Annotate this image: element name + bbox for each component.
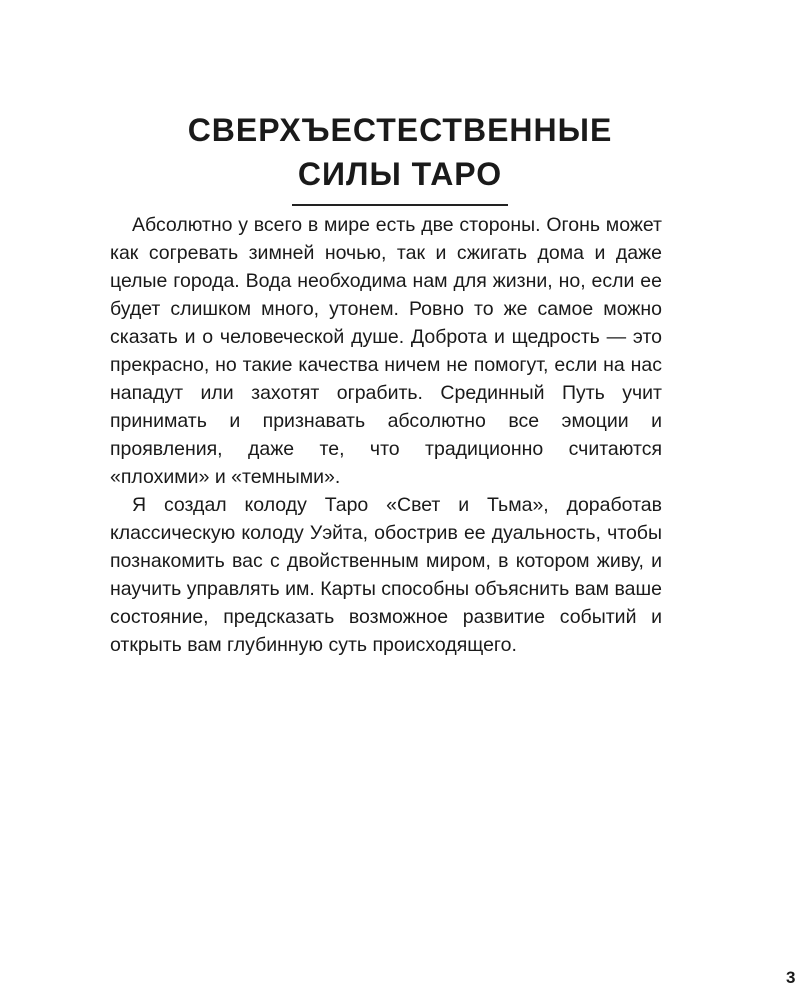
body-text [110, 211, 662, 659]
paragraph-2: Я создал колоду Таро «Свет и Тьма», доработав классическую колоду Уэйта, обострив ее дуальность, чтобы познакомить вас с двойственным миром, в котором живу, и научить управлять им. Карты способны объяснить вам ваше состояние, предсказать возможное развитие событий и открыть вам глубинную суть происходящего. [110, 494, 662, 656]
chapter-title-line-2: СИЛЫ ТАРО [292, 152, 508, 206]
paragraph-1: Абсолютно у всего в мире есть две стороны. Огонь может как согревать зимней ночью, так и сжигать дома и даже целые города. Вода необходима нам для жизни, но, если ее будет слишком много, утонем. Ровно то же самое можно сказать и о человеческой душе. Доброта и щедрость — это прекрасно, но такие качества ничем не помогут, если на нас нападут или захотят ограбить. Срединный Путь учит принимать и признавать абсолютно все эмоции и проявления, даже те, что традиционно считаются «плохими» и «темными». [110, 214, 662, 488]
page-number: 3 [786, 968, 796, 987]
chapter-title [100, 108, 700, 206]
chapter-title-line-1: СВЕРХЪЕСТЕСТВЕННЫЕ [187, 112, 613, 148]
